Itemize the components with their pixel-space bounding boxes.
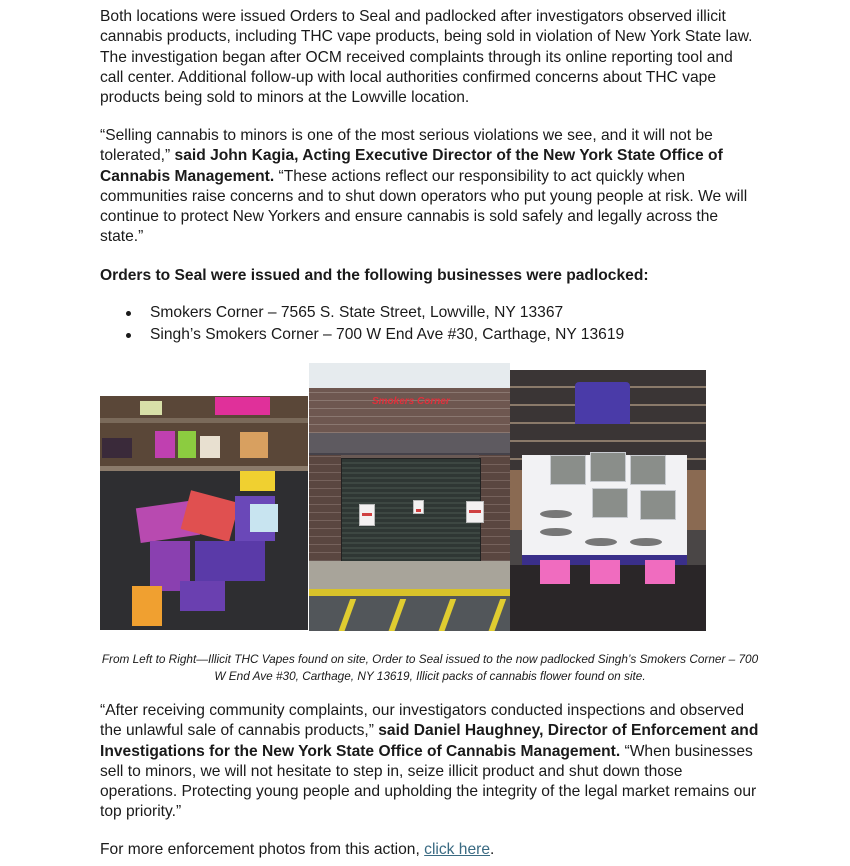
haughney-quote-paragraph [100, 701, 760, 823]
bullet-icon [126, 311, 131, 316]
list-item [100, 303, 760, 325]
more-photos-paragraph [100, 840, 760, 860]
list-item [100, 325, 760, 347]
business-label: Smokers Corner – 7565 S. State Street, Lowville, NY 13367 [150, 304, 564, 321]
brand-header [575, 382, 630, 424]
photo-strip [100, 363, 706, 631]
quote-start: “Selling cannabis to minors is one of the most serious violations we see, and it will not be tolerated,” [100, 127, 713, 165]
kagia-quote-paragraph [100, 126, 760, 248]
bullet-icon [126, 333, 131, 338]
photo-caption: From Left to Right—Illicit THC Vapes found on site, Order to Seal issued to the now padlocked Singh’s Smokers Corner – 700 W End Ave #30, Carthage, NY 13619, Illicit packs of cannabis flower found on site. [101, 652, 759, 683]
store-sign: Smokers Corner [372, 396, 450, 407]
click-here-link[interactable]: click here [424, 841, 491, 858]
order-to-seal-notice [466, 501, 484, 523]
business-label: Singh’s Smokers Corner – 700 W End Ave #30, Carthage, NY 13619 [150, 325, 625, 343]
quote-start: “After receiving community complaints, our investigators conducted inspections and observed the unlawful sale of cannabis products,” [100, 702, 744, 740]
order-to-seal-notice [413, 500, 424, 514]
photo-storefront [309, 363, 510, 631]
more-photos-text: For more enforcement photos from this action, [100, 841, 425, 858]
business-list [100, 303, 760, 346]
photo-cannabis-packs [510, 370, 706, 631]
period: . [490, 841, 495, 858]
quote-end: “These actions reflect our responsibility to act quickly when communities raise concerns and to shut down operators who put young people at risk. We will continue to protect New Yorkers and ensure cannabis is sold safely and legally across the state.” [100, 167, 748, 246]
intro-paragraph: Both locations were issued Orders to Seal and padlocked after investigators observed illicit cannabis products, including THC vape products, being sold in violation of New York State law. The investigation began after OCM received complaints through its online reporting tool and call center. Additional follow-up with local authorities confirmed concerns about THC vape products being sold to minors at the Lowville location. [100, 8, 753, 107]
quote-end: “When businesses sell to minors, we will not hesitate to step in, seize illicit product and shut down those operations. Protecting young people and upholding the integrity of the legal market remains our top priority.” [100, 742, 757, 821]
attribution: said Daniel Haughney, Director of Enforcement and Investigations for the New York State Office of Cannabis Management. [100, 722, 759, 760]
businesses-heading: Orders to Seal were issued and the following businesses were padlocked: [100, 267, 649, 284]
order-to-seal-notice [359, 504, 375, 526]
attribution: said John Kagia, Acting Executive Director of the New York State Office of Cannabis Management. [100, 147, 723, 185]
photo-vapes [100, 396, 308, 630]
